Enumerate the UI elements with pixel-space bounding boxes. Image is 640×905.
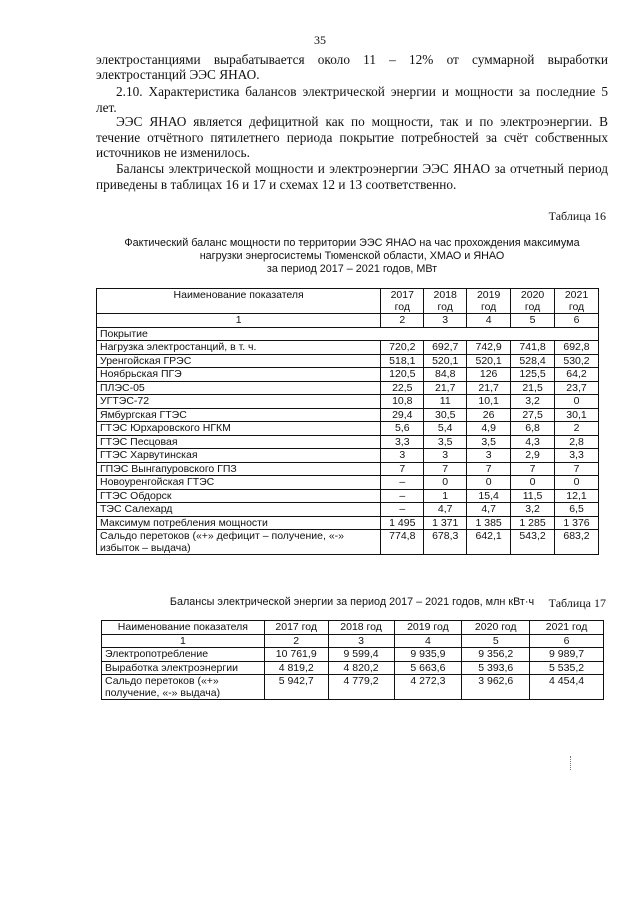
row-name: УГТЭС-72 xyxy=(97,395,381,409)
row-name: Максимум потребления мощности xyxy=(97,516,381,530)
row-value: 2 xyxy=(555,422,599,436)
table-row xyxy=(97,408,599,422)
row-value: 27,5 xyxy=(511,408,555,422)
section-row xyxy=(97,327,599,341)
row-value: 21,5 xyxy=(511,381,555,395)
column-number-row xyxy=(97,314,599,328)
row-value: 530,2 xyxy=(555,354,599,368)
row-value: 1 495 xyxy=(381,516,424,530)
row-value: 642,1 xyxy=(467,530,511,555)
column-number: 1 xyxy=(97,314,381,328)
row-value: 11 xyxy=(424,395,467,409)
row-name: Выработка электроэнергии xyxy=(102,661,265,675)
row-value: 23,7 xyxy=(555,381,599,395)
row-value: 518,1 xyxy=(381,354,424,368)
row-value: 0 xyxy=(424,476,467,490)
row-value: 4,3 xyxy=(511,435,555,449)
scan-mark xyxy=(570,756,572,770)
row-value: 10,8 xyxy=(381,395,424,409)
row-value: 6,5 xyxy=(555,503,599,517)
table-row xyxy=(97,368,599,382)
column-number: 3 xyxy=(328,634,394,648)
power-balance-table xyxy=(96,288,599,555)
row-value: 21,7 xyxy=(424,381,467,395)
row-value: 692,7 xyxy=(424,341,467,355)
section-label: Покрытие xyxy=(97,327,599,341)
row-value: 7 xyxy=(424,462,467,476)
row-value: 30,5 xyxy=(424,408,467,422)
row-name: ГТЭС Харвутинская xyxy=(97,449,381,463)
row-value: 720,2 xyxy=(381,341,424,355)
row-value: 12,1 xyxy=(555,489,599,503)
row-value: 3,5 xyxy=(424,435,467,449)
row-value: 9 356,2 xyxy=(462,648,530,662)
row-value: 5,6 xyxy=(381,422,424,436)
row-name: ГТЭС Юрхаровского НГКМ xyxy=(97,422,381,436)
row-value: 3,2 xyxy=(511,395,555,409)
row-value: 3,5 xyxy=(467,435,511,449)
row-value: 3 xyxy=(381,449,424,463)
header-year: 2019 год xyxy=(394,621,462,635)
row-value: 30,1 xyxy=(555,408,599,422)
paragraph-balances: Балансы электрической мощности и электроэнергии ЭЭС ЯНАО за отчетный период приведены в таблицах 16 и 17 и схемах 12 и 13 соответственно. xyxy=(96,161,608,192)
row-value: 3 962,6 xyxy=(462,675,530,700)
header-year: 2021 год xyxy=(530,621,604,635)
header-indicator-name: Наименование показателя xyxy=(97,289,381,314)
row-value: 5 393,6 xyxy=(462,661,530,675)
row-value: 7 xyxy=(555,462,599,476)
column-number: 4 xyxy=(394,634,462,648)
row-value: 520,1 xyxy=(467,354,511,368)
row-value: 2,9 xyxy=(511,449,555,463)
column-number: 5 xyxy=(462,634,530,648)
row-value: 29,4 xyxy=(381,408,424,422)
table-row xyxy=(97,530,599,555)
table-row xyxy=(97,395,599,409)
table-16-caption-line-1: Фактический баланс мощности по территории ЭЭС ЯНАО на час прохождения максимума xyxy=(124,237,580,249)
header-year: 2019 год xyxy=(467,289,511,314)
row-value: 4,7 xyxy=(467,503,511,517)
table-row xyxy=(97,341,599,355)
row-value: 528,4 xyxy=(511,354,555,368)
row-value: 64,2 xyxy=(555,368,599,382)
row-value: 3 xyxy=(424,449,467,463)
row-value: 1 376 xyxy=(555,516,599,530)
energy-balance-table xyxy=(101,620,604,700)
table-header-row xyxy=(97,289,599,314)
column-number: 5 xyxy=(511,314,555,328)
row-value: 7 xyxy=(381,462,424,476)
row-value: 1 xyxy=(424,489,467,503)
paragraph-continuation-end: электростанций ЭЭС ЯНАО. xyxy=(96,67,260,82)
page-number: 35 xyxy=(314,33,326,47)
row-name: ГПЭС Вынгапуровского ГПЗ xyxy=(97,462,381,476)
row-value: 84,8 xyxy=(424,368,467,382)
row-value: 0 xyxy=(511,476,555,490)
row-value: 3 xyxy=(467,449,511,463)
row-value: 0 xyxy=(555,476,599,490)
table-row xyxy=(97,476,599,490)
table-16-caption-line-3: за период 2017 – 2021 годов, МВт xyxy=(266,263,438,275)
row-value: 1 371 xyxy=(424,516,467,530)
row-value: – xyxy=(381,503,424,517)
column-number-row xyxy=(102,634,604,648)
row-value: 3,3 xyxy=(381,435,424,449)
paragraph-deficit: ЭЭС ЯНАО является дефицитной как по мощности, так и по электроэнергии. В течение отчётного пятилетнего периода покрытие потребностей за счёт собственных источников не изменилось. xyxy=(96,114,608,160)
row-value: 9 989,7 xyxy=(530,648,604,662)
header-year: 2018 год xyxy=(424,289,467,314)
row-value: 678,3 xyxy=(424,530,467,555)
row-name: Сальдо перетоков («+» получение, «-» выдача) xyxy=(102,675,265,700)
column-number: 2 xyxy=(264,634,328,648)
row-name: Сальдо перетоков («+» дефицит – получение, «-» избыток – выдача) xyxy=(97,530,381,555)
row-value: 5 942,7 xyxy=(264,675,328,700)
row-value: 26 xyxy=(467,408,511,422)
row-value: 120,5 xyxy=(381,368,424,382)
row-value: 21,7 xyxy=(467,381,511,395)
paragraph-continuation: электростанциями вырабатывается около 11 – 12% от суммарной выработки xyxy=(96,52,608,67)
header-year: 2018 год xyxy=(328,621,394,635)
row-value: 0 xyxy=(467,476,511,490)
table-row xyxy=(97,462,599,476)
table-row xyxy=(97,354,599,368)
column-number: 3 xyxy=(424,314,467,328)
row-value: 22,5 xyxy=(381,381,424,395)
row-value: 10 761,9 xyxy=(264,648,328,662)
row-value: 683,2 xyxy=(555,530,599,555)
row-value: 4 779,2 xyxy=(328,675,394,700)
table-16-label: Таблица 16 xyxy=(548,209,606,223)
row-value: 7 xyxy=(467,462,511,476)
table-16-caption xyxy=(96,237,608,276)
row-name: Ноябрьская ПГЭ xyxy=(97,368,381,382)
row-name: ГТЭС Обдорск xyxy=(97,489,381,503)
row-value: 15,4 xyxy=(467,489,511,503)
row-value: 126 xyxy=(467,368,511,382)
row-value: 6,8 xyxy=(511,422,555,436)
row-value: 7 xyxy=(511,462,555,476)
row-value: – xyxy=(381,489,424,503)
row-value: 692,8 xyxy=(555,341,599,355)
table-row xyxy=(97,381,599,395)
table-row xyxy=(97,422,599,436)
row-value: 1 385 xyxy=(467,516,511,530)
header-year: 2017 год xyxy=(381,289,424,314)
row-value: 543,2 xyxy=(511,530,555,555)
row-value: 4,9 xyxy=(467,422,511,436)
table-17-caption: Балансы электрической энергии за период 2017 – 2021 годов, млн кВт·ч xyxy=(169,596,535,608)
row-value: 4 454,4 xyxy=(530,675,604,700)
column-number: 6 xyxy=(555,314,599,328)
row-value: 5 663,6 xyxy=(394,661,462,675)
row-value: 742,9 xyxy=(467,341,511,355)
column-number: 4 xyxy=(467,314,511,328)
row-value: 9 935,9 xyxy=(394,648,462,662)
table-row xyxy=(97,503,599,517)
row-value: 125,5 xyxy=(511,368,555,382)
row-value: 774,8 xyxy=(381,530,424,555)
row-name: Новоуренгойская ГТЭС xyxy=(97,476,381,490)
row-name: ГТЭС Песцовая xyxy=(97,435,381,449)
row-value: 11,5 xyxy=(511,489,555,503)
row-name: Уренгойская ГРЭС xyxy=(97,354,381,368)
column-number: 1 xyxy=(102,634,265,648)
table-row xyxy=(97,449,599,463)
row-value: 520,1 xyxy=(424,354,467,368)
row-value: 5 535,2 xyxy=(530,661,604,675)
row-name: Нагрузка электростанций, в т. ч. xyxy=(97,341,381,355)
row-name: ТЭС Салехард xyxy=(97,503,381,517)
row-value: 10,1 xyxy=(467,395,511,409)
row-name: Электропотребление xyxy=(102,648,265,662)
row-value: 9 599,4 xyxy=(328,648,394,662)
header-year: 2017 год xyxy=(264,621,328,635)
column-number: 6 xyxy=(530,634,604,648)
header-year: 2021 год xyxy=(555,289,599,314)
header-year: 2020 год xyxy=(511,289,555,314)
header-year: 2020 год xyxy=(462,621,530,635)
row-value: 2,8 xyxy=(555,435,599,449)
row-value: 3,2 xyxy=(511,503,555,517)
row-value: 4 819,2 xyxy=(264,661,328,675)
row-value: 0 xyxy=(555,395,599,409)
row-value: 4,7 xyxy=(424,503,467,517)
table-row xyxy=(97,435,599,449)
row-value: 1 285 xyxy=(511,516,555,530)
column-number: 2 xyxy=(381,314,424,328)
row-value: 3,3 xyxy=(555,449,599,463)
table-header-row xyxy=(102,621,604,635)
table-row xyxy=(102,675,604,700)
row-name: ПЛЭС-05 xyxy=(97,381,381,395)
row-value: – xyxy=(381,476,424,490)
table-row xyxy=(102,661,604,675)
section-heading-2-10: 2.10. Характеристика балансов электрической энергии и мощности за последние 5 лет. xyxy=(96,84,608,115)
table-row xyxy=(97,489,599,503)
table-16-caption-line-2: нагрузки энергосистемы Тюменской области, ХМАО и ЯНАО xyxy=(199,250,505,262)
table-row xyxy=(97,516,599,530)
row-name: Ямбургская ГТЭС xyxy=(97,408,381,422)
header-indicator-name: Наименование показателя xyxy=(102,621,265,635)
table-row xyxy=(102,648,604,662)
row-value: 4 820,2 xyxy=(328,661,394,675)
table-17-label: Таблица 17 xyxy=(548,596,606,610)
row-value: 5,4 xyxy=(424,422,467,436)
row-value: 741,8 xyxy=(511,341,555,355)
row-value: 4 272,3 xyxy=(394,675,462,700)
